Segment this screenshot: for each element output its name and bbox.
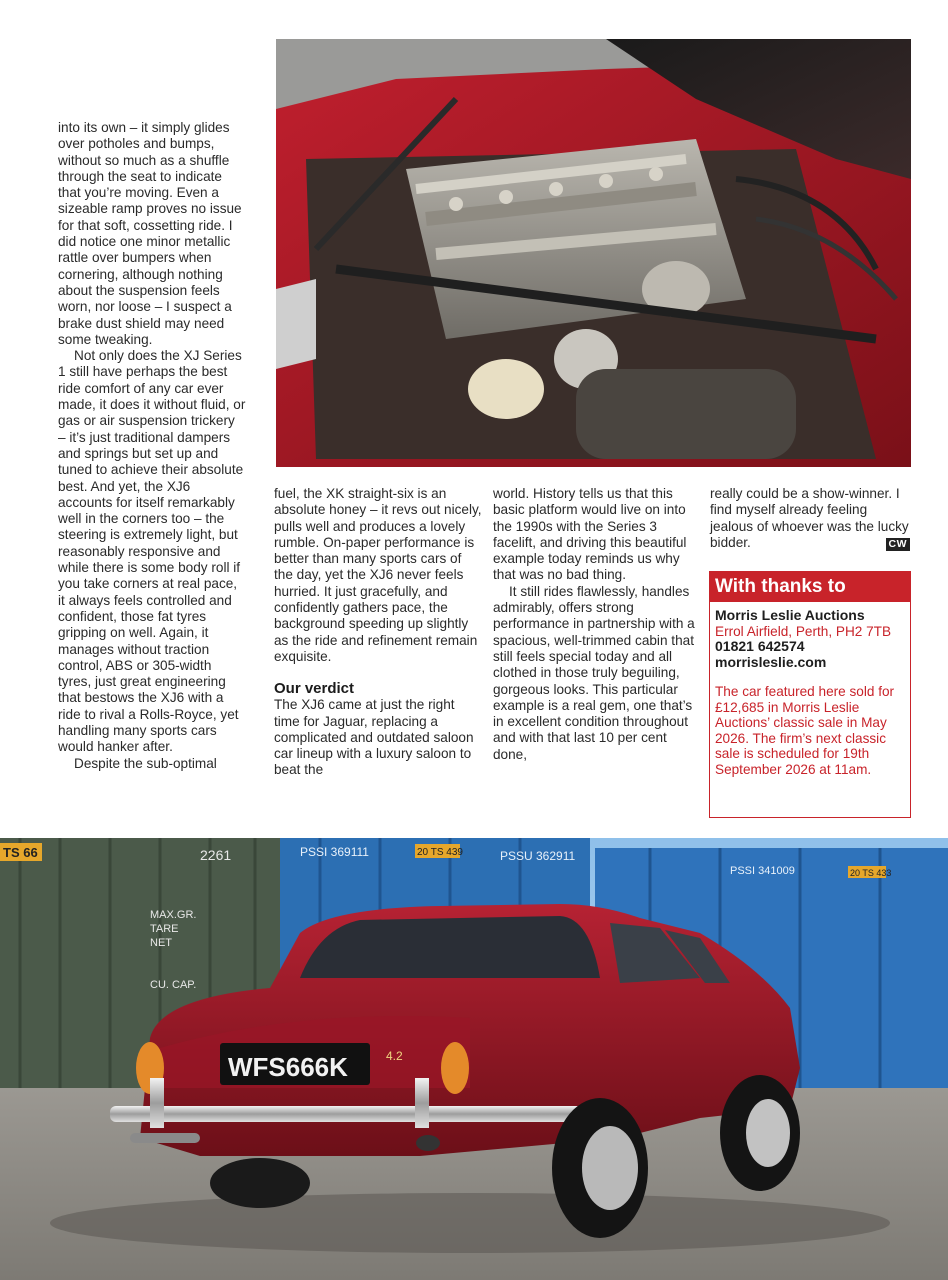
body-paragraph: It still rides flawlessly, handles admirably, offers strong performance in partnership with a spacious, well-trimmed cabin that still feels special today and all clothed in those truly beguiling, gorgeous looks. This particular example is a real gem, one that’s in excellent condition throughout and with that last 10 per cent done, bbox=[493, 583, 695, 762]
sale-note: The car featured here sold for £12,685 in Morris Leslie Auctions’ classic sale in May 2026. The firm’s next classic sale is scheduled for 19th September 2026 at 11am. bbox=[715, 684, 895, 777]
company-name: Morris Leslie Auctions bbox=[715, 607, 865, 623]
model-badge: 4.2 bbox=[386, 1049, 403, 1063]
company-address: Errol Airfield, Perth, PH2 7TB bbox=[715, 623, 892, 639]
closing-text: really could be a show-winner. I find myself already feeling jealous of whoever was the lucky bidder. bbox=[710, 486, 909, 550]
car-illustration bbox=[0, 838, 948, 1280]
thanks-heading: With thanks to bbox=[710, 572, 910, 602]
number-plate: WFS666K bbox=[228, 1052, 348, 1082]
article-column-1 bbox=[58, 120, 246, 772]
article-column-3 bbox=[493, 486, 699, 763]
container-spec: MAX.GR. bbox=[150, 909, 197, 921]
container-spec: CU. CAP. bbox=[150, 979, 197, 991]
container-code: PSSI 369111 bbox=[300, 845, 369, 859]
body-paragraph: into its own – it simply glides over potholes and bumps, without so much as a shuffle through the seat to indicate that you’re moving. Even a sizeable ramp proves no issue for that soft, cossetting ride. I did notice one minor metallic rattle over bumpers when cornering, although nothing about the suspension feels worn, nor loose – I suspect a brake dust shield may need some tweaking. bbox=[58, 120, 242, 347]
container-code: 2261 bbox=[200, 847, 232, 863]
article-column-2 bbox=[274, 486, 484, 779]
container-spec: NET bbox=[150, 937, 172, 949]
car-rear-photo bbox=[0, 838, 948, 1280]
thanks-box bbox=[709, 571, 911, 818]
article-column-4 bbox=[710, 486, 910, 551]
verdict-heading: Our verdict bbox=[274, 680, 355, 698]
container-code: 20 TS 439 bbox=[417, 847, 463, 858]
body-paragraph bbox=[710, 486, 910, 551]
company-phone: 01821 642574 bbox=[715, 638, 805, 654]
body-paragraph: fuel, the XK straight-six is an absolute honey – it revs out nicely, pulls well and produces a lovely rumble. On-paper performance is better than many sports cars of the day, yet the XJ6 never feels hurried. It just gracefully, and confidently gathers pace, the background speeding up slightly as the ride and refinement remain exquisite. bbox=[274, 486, 482, 664]
container-code: PSSI 341009 bbox=[730, 865, 795, 877]
container-code: TS 66 bbox=[3, 845, 38, 860]
container-code: 20 TS 433 bbox=[850, 868, 892, 878]
engine-bay-photo bbox=[276, 39, 911, 467]
body-paragraph: Despite the sub-optimal bbox=[74, 755, 217, 771]
body-paragraph: Not only does the XJ Series 1 still have perhaps the best ride comfort of any car ever made, it does it without fluid, or gas or air suspension trickery – it’s just traditional dampers and springs but set up and tuned to achieve their absolute best. And yet, the XJ6 accounts for itself remarkably well in the corners too – the steering is extremely light, but reasonably responsive and while there is some body roll if you take corners at real pace, it always feels controlled and confident, those fat tyres gripping on well. Again, it manages without traction control, ABS or 305-width tyres, just great engineering that bestows the XJ6 with a ride to rival a Rolls-Royce, yet handling many sports cars would hanker after. bbox=[58, 348, 246, 755]
container-code: PSSU 362911 bbox=[500, 849, 576, 863]
container-spec: TARE bbox=[150, 923, 179, 935]
engine-bay-illustration bbox=[276, 39, 911, 467]
body-paragraph: The XJ6 came at just the right time for Jaguar, replacing a complicated and outdated saloon car lineup with a luxury saloon to beat the bbox=[274, 697, 474, 778]
end-mark: CW bbox=[886, 538, 911, 551]
body-paragraph: world. History tells us that this basic platform would live on into the 1990s with the Series 3 facelift, and driving this beautiful example today reminds us why that was no bad thing. bbox=[493, 486, 687, 583]
company-website: morrisleslie.com bbox=[715, 653, 827, 670]
